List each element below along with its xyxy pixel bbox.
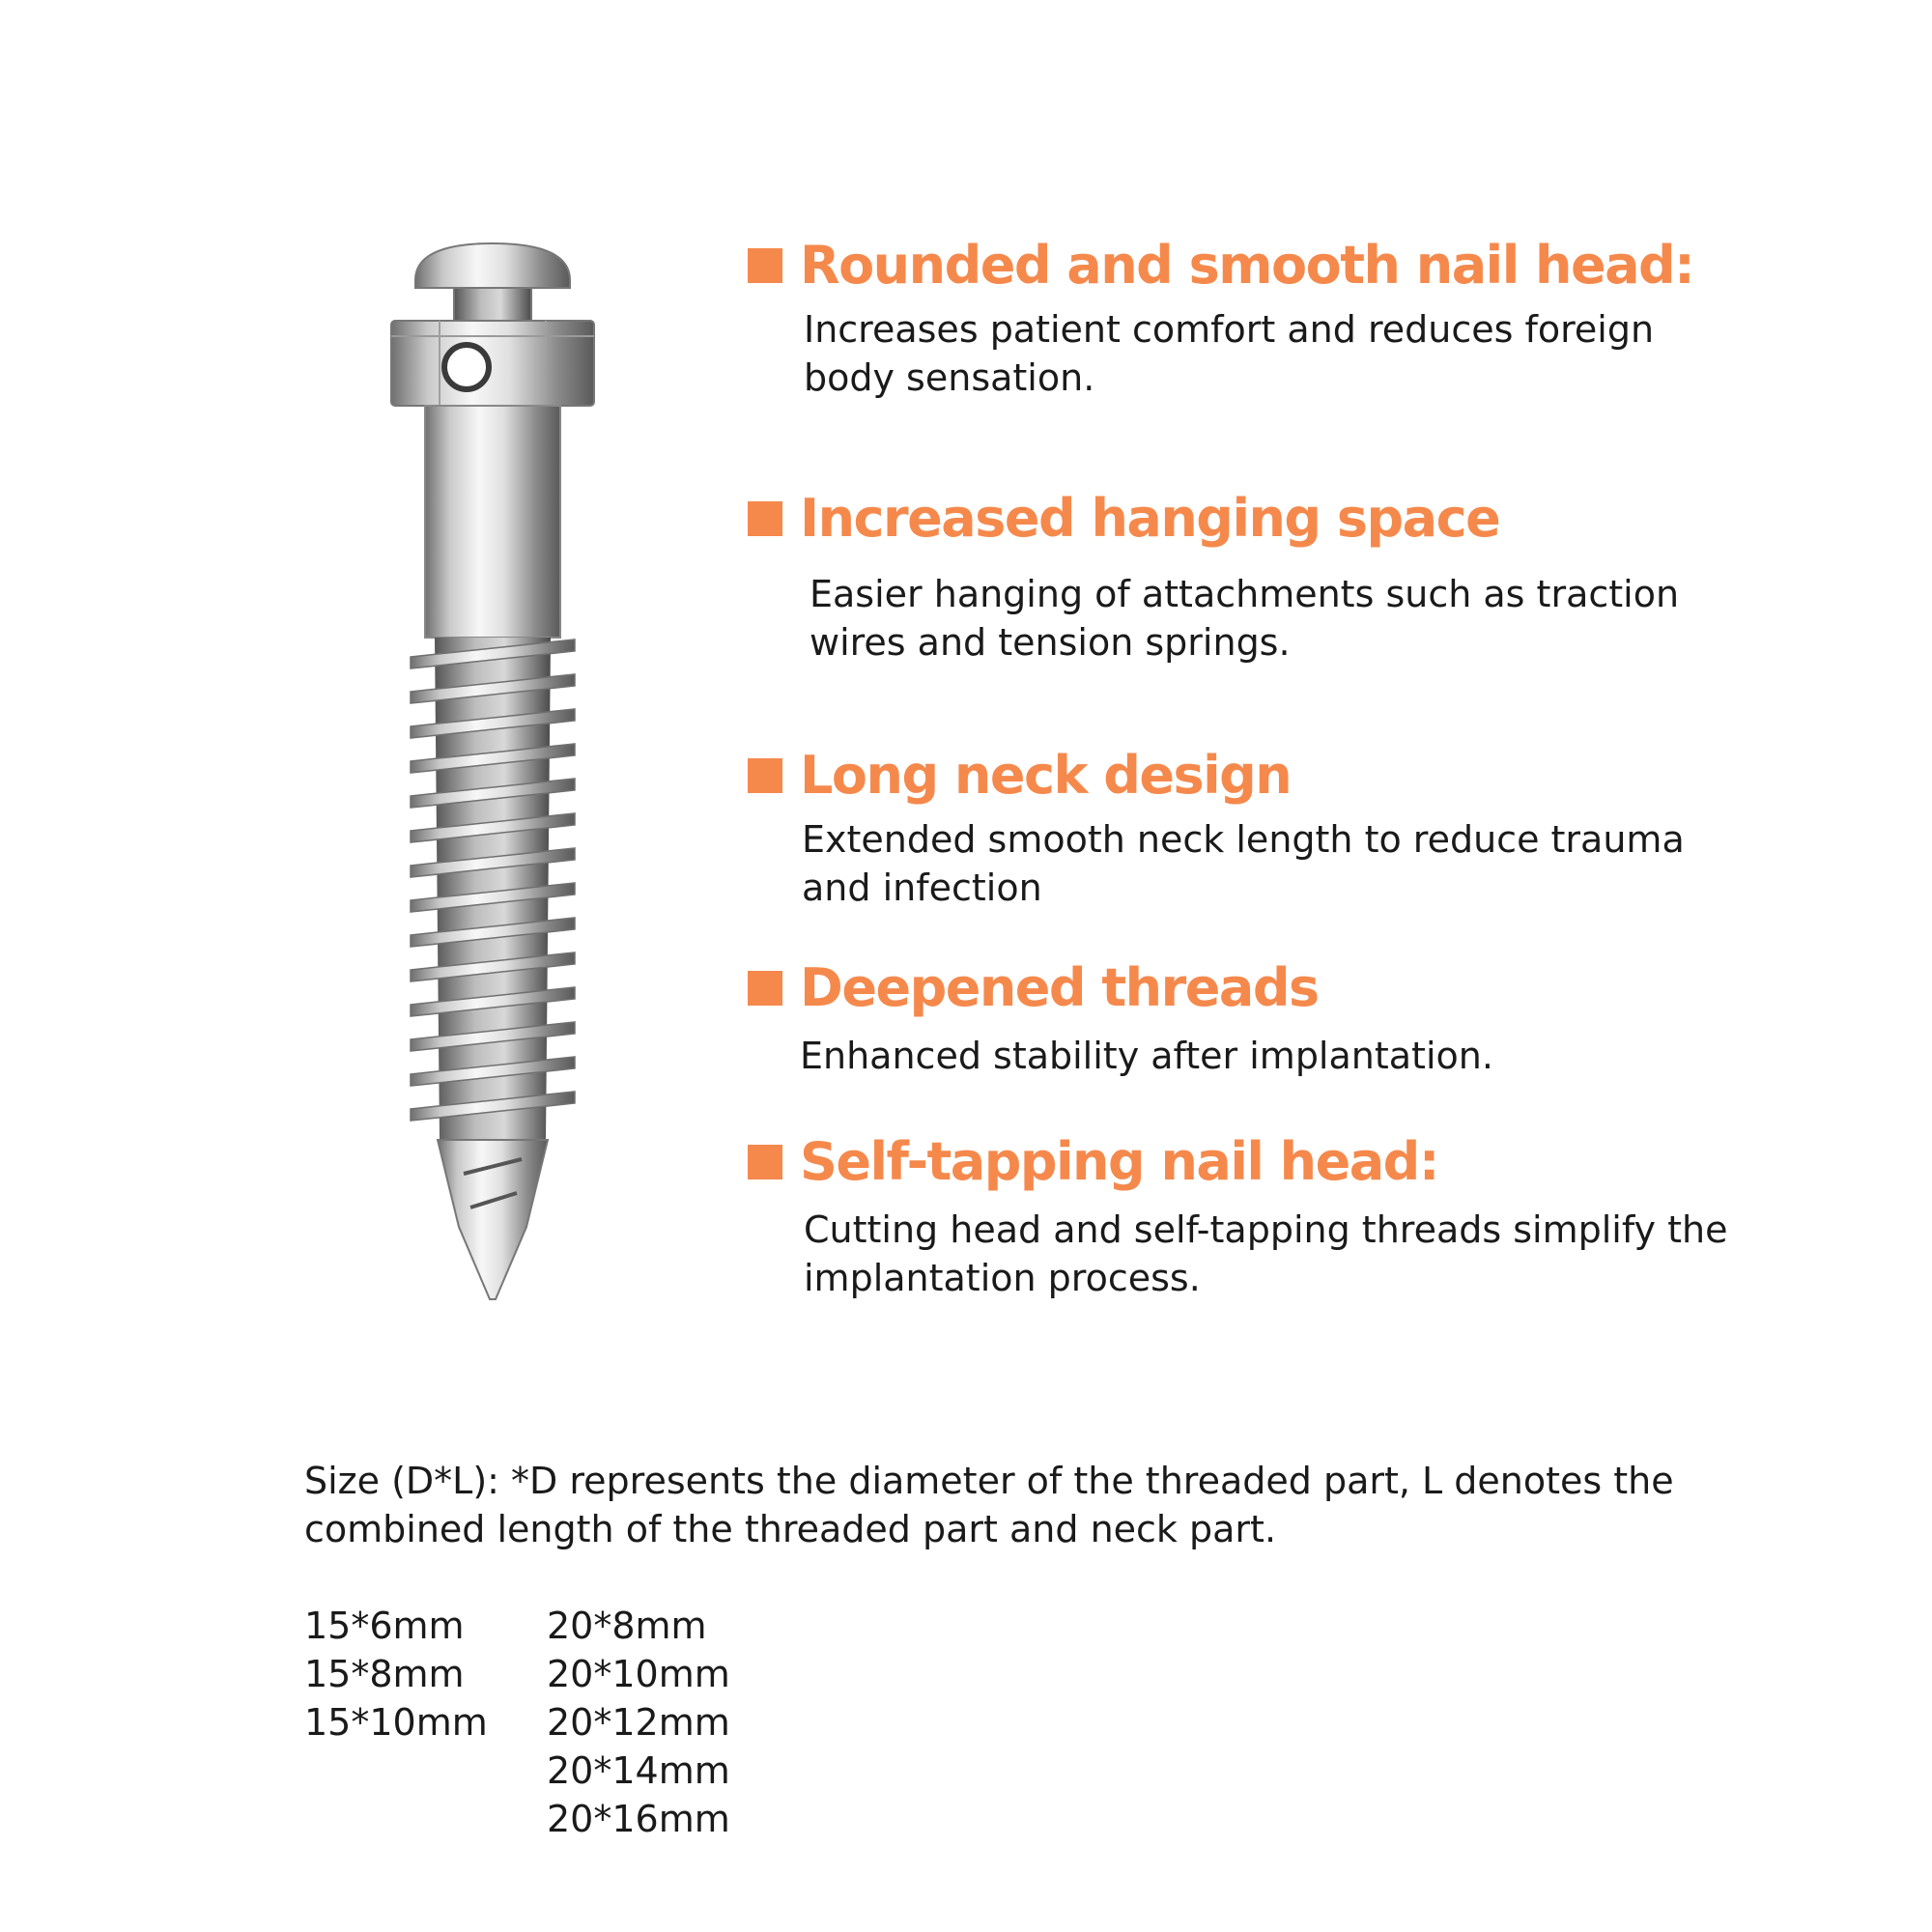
orthodontic-mini-screw-image (382, 232, 604, 1314)
feature-description: Easier hanging of attachments such as traction wires and tension springs. (810, 573, 1680, 664)
size-item: 20*10mm (547, 1653, 730, 1695)
size-list-20 (547, 1602, 730, 1843)
size-item: 20*14mm (547, 1749, 730, 1792)
square-bullet-icon (748, 1145, 782, 1179)
feature-self-tapping (748, 1131, 1868, 1302)
feature-title: Self-tapping nail head: (800, 1131, 1438, 1192)
feature-long-neck (748, 745, 1868, 912)
feature-title: Increased hanging space (800, 488, 1500, 549)
feature-title: Deepened threads (800, 957, 1319, 1018)
feature-description: Increases patient comfort and reduces foreign body sensation. (804, 308, 1655, 399)
size-item: 15*8mm (304, 1653, 465, 1695)
size-item: 20*8mm (547, 1605, 707, 1647)
size-item: 15*10mm (304, 1701, 488, 1744)
square-bullet-icon (748, 248, 782, 283)
feature-description: Enhanced stability after implantation. (800, 1035, 1493, 1077)
feature-rounded-head (748, 235, 1868, 402)
feature-title: Rounded and smooth nail head: (800, 235, 1694, 296)
size-item: 20*12mm (547, 1701, 730, 1744)
feature-description: Extended smooth neck length to reduce trauma and infection (802, 818, 1685, 909)
feature-description: Cutting head and self-tapping threads simplify the implantation process. (804, 1208, 1728, 1299)
square-bullet-icon (748, 501, 782, 536)
size-item: 15*6mm (304, 1605, 465, 1647)
size-item: 20*16mm (547, 1798, 730, 1840)
size-list-15 (304, 1602, 488, 1747)
feature-hanging-space (748, 488, 1868, 667)
square-bullet-icon (748, 758, 782, 793)
size-note: Size (D*L): *D represents the diameter of the threaded part, L denotes the combined length of the threaded part and neck part. (304, 1460, 1674, 1550)
feature-title: Long neck design (800, 745, 1292, 806)
feature-deepened-threads (748, 957, 1868, 1080)
square-bullet-icon (748, 971, 782, 1006)
